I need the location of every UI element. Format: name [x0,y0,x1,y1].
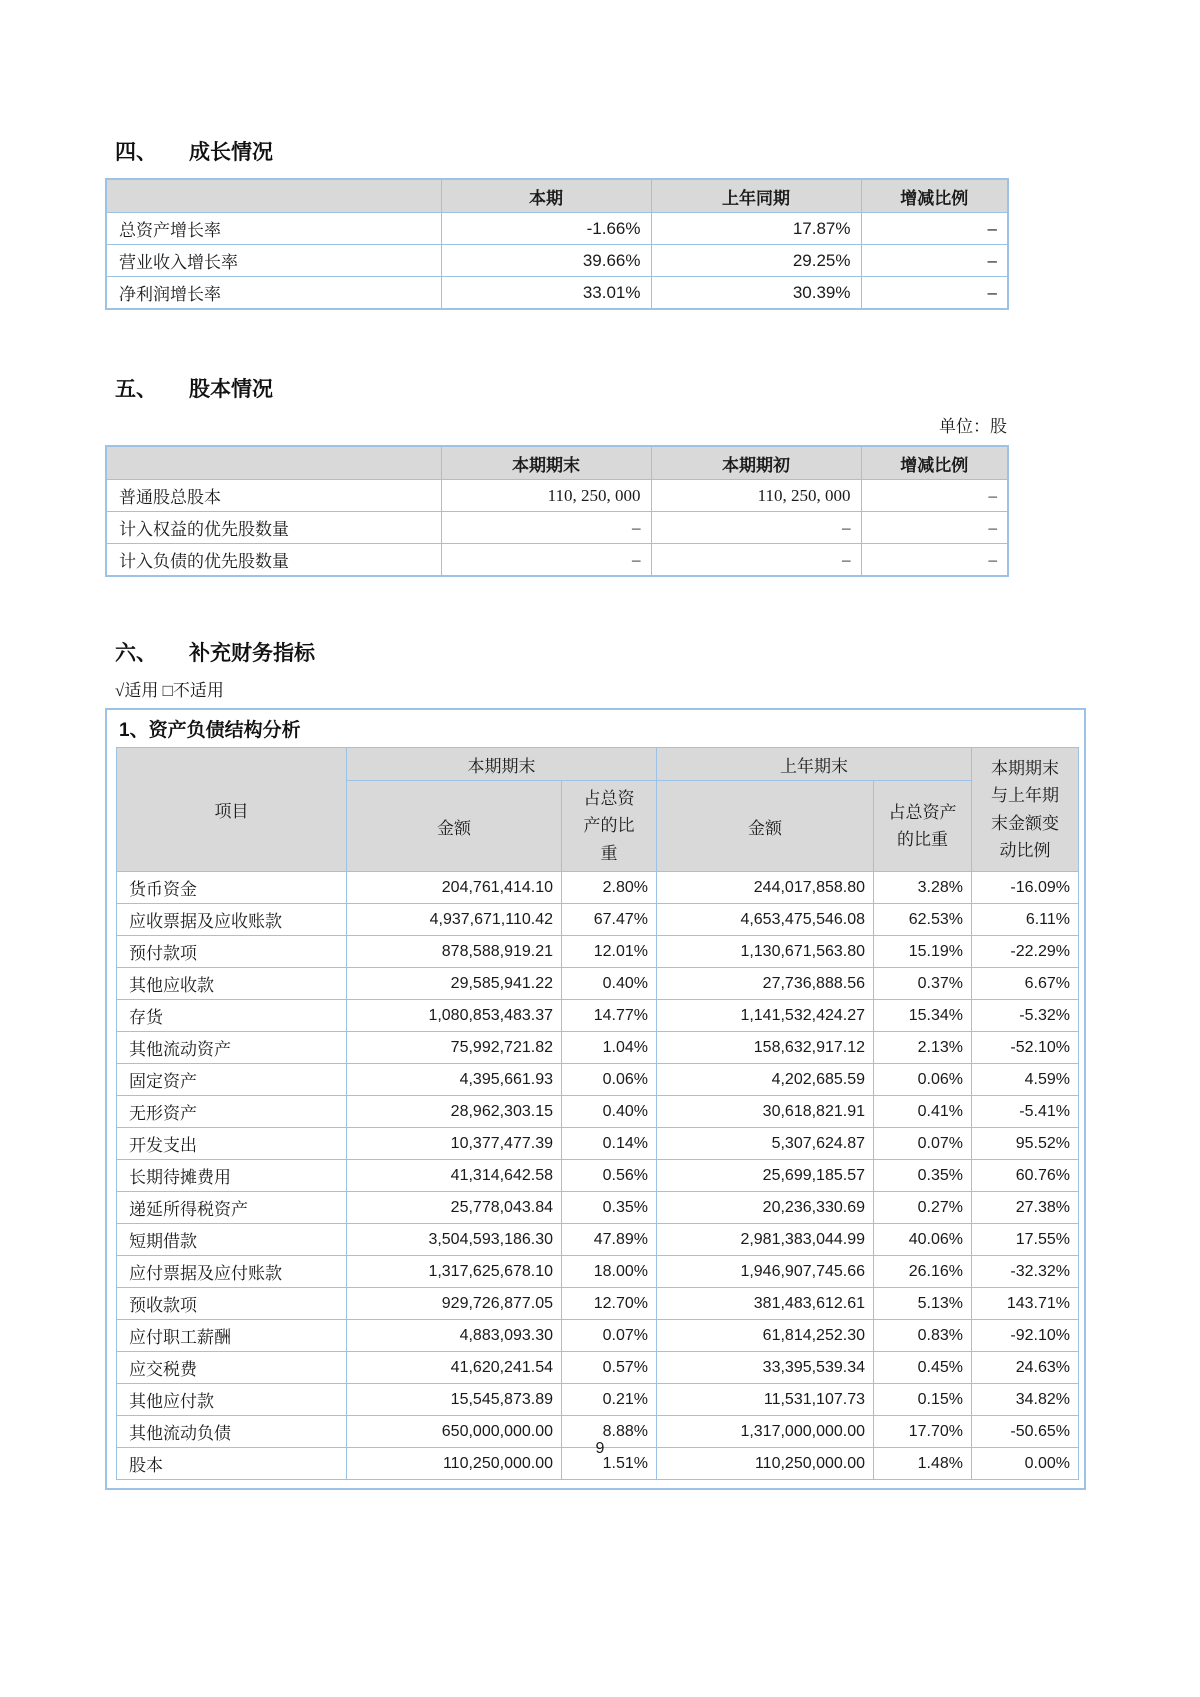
row-label: 普通股总股本 [106,480,441,512]
item-label: 货币资金 [117,872,347,904]
amount-current: 15,545,873.89 [347,1384,562,1416]
amount-prior: 381,483,612.61 [657,1288,874,1320]
col-header-period-end: 本期期末 [441,446,651,480]
amount-prior: 33,395,539.34 [657,1352,874,1384]
current-value: 33.01% [441,277,651,310]
amount-prior: 158,632,917.12 [657,1032,874,1064]
col-header-amount-current: 金额 [347,781,562,872]
amount-prior: 25,699,185.57 [657,1160,874,1192]
item-label: 递延所得税资产 [117,1192,347,1224]
ratio-prior: 0.27% [874,1192,972,1224]
ratio-prior: 0.06% [874,1064,972,1096]
subsection-title: 1、资产负债结构分析 [119,720,301,741]
change-value: – [861,544,1008,577]
ratio-current: 0.56% [562,1160,657,1192]
item-label: 其他应付款 [117,1384,347,1416]
item-label: 其他应收款 [117,968,347,1000]
item-label: 预收款项 [117,1288,347,1320]
col-header-prior-period: 上年期末 [657,748,972,781]
balance-row [117,1224,1079,1256]
ratio-prior: 3.28% [874,872,972,904]
ratio-current: 0.14% [562,1128,657,1160]
prior-value: 17.87% [651,213,861,245]
change-ratio: -32.32% [972,1256,1079,1288]
change-ratio: -5.41% [972,1096,1079,1128]
item-label: 其他流动资产 [117,1032,347,1064]
ratio-prior: 62.53% [874,904,972,936]
ratio-prior: 15.19% [874,936,972,968]
amount-current: 1,080,853,483.37 [347,1000,562,1032]
section-number: 六、 [115,642,157,665]
col-header-change-ratio: 本期期末与上年期末金额变动比例 [972,748,1079,872]
change-ratio: 95.52% [972,1128,1079,1160]
section-title: 成长情况 [189,141,273,164]
row-label: 总资产增长率 [106,213,441,245]
current-value: 39.66% [441,245,651,277]
amount-current: 1,317,625,678.10 [347,1256,562,1288]
balance-row [117,904,1079,936]
change-value: – [861,213,1008,245]
amount-prior: 61,814,252.30 [657,1320,874,1352]
table-header-row [106,446,1008,480]
section-number: 五、 [115,378,157,401]
ratio-prior: 0.35% [874,1160,972,1192]
ratio-prior: 17.70% [874,1416,972,1448]
item-label: 预付款项 [117,936,347,968]
row-label: 计入负债的优先股数量 [106,544,441,577]
ratio-prior: 0.15% [874,1384,972,1416]
change-ratio: 143.71% [972,1288,1079,1320]
amount-current: 29,585,941.22 [347,968,562,1000]
item-label: 应付职工薪酬 [117,1320,347,1352]
balance-row [117,968,1079,1000]
ratio-prior: 5.13% [874,1288,972,1320]
amount-prior: 30,618,821.91 [657,1096,874,1128]
share-capital-table [105,445,1009,577]
amount-prior: 4,653,475,546.08 [657,904,874,936]
begin-value: 110, 250, 000 [651,480,861,512]
col-header-period-begin: 本期期初 [651,446,861,480]
amount-prior: 1,317,000,000.00 [657,1416,874,1448]
item-label: 短期借款 [117,1224,347,1256]
amount-prior: 11,531,107.73 [657,1384,874,1416]
balance-row [117,1160,1079,1192]
section-4-heading [115,136,273,166]
change-ratio: -92.10% [972,1320,1079,1352]
amount-prior: 1,130,671,563.80 [657,936,874,968]
section-5-heading [115,373,273,403]
table-row [106,512,1008,544]
col-header-item: 项目 [117,748,347,872]
col-header-empty [106,179,441,213]
table-row [106,480,1008,512]
page-number: 9 [595,1440,605,1457]
item-label: 存货 [117,1000,347,1032]
balance-row [117,1000,1079,1032]
amount-current: 3,504,593,186.30 [347,1224,562,1256]
change-ratio: 27.38% [972,1192,1079,1224]
table-header-row [106,179,1008,213]
section-6-heading [115,637,315,667]
change-ratio: 17.55% [972,1224,1079,1256]
begin-value: – [651,512,861,544]
balance-row [117,1128,1079,1160]
ratio-prior: 0.07% [874,1128,972,1160]
change-ratio: -22.29% [972,936,1079,968]
ratio-prior: 0.83% [874,1320,972,1352]
balance-row [117,1320,1079,1352]
balance-analysis-box [105,708,1086,1490]
amount-prior: 1,946,907,745.66 [657,1256,874,1288]
amount-prior: 244,017,858.80 [657,872,874,904]
ratio-prior: 1.48% [874,1448,972,1480]
change-ratio: 6.67% [972,968,1079,1000]
balance-row [117,1384,1079,1416]
change-ratio: 60.76% [972,1160,1079,1192]
item-label: 其他流动负债 [117,1416,347,1448]
ratio-current: 12.01% [562,936,657,968]
growth-table [105,178,1009,310]
change-ratio: -5.32% [972,1000,1079,1032]
balance-row [117,1288,1079,1320]
ratio-current: 14.77% [562,1000,657,1032]
amount-prior: 110,250,000.00 [657,1448,874,1480]
col-header-empty [106,446,441,480]
table-row [106,245,1008,277]
section-title: 股本情况 [189,378,273,401]
end-value: – [441,544,651,577]
change-ratio: 0.00% [972,1448,1079,1480]
section-number: 四、 [115,141,157,164]
ratio-current: 0.40% [562,968,657,1000]
amount-prior: 27,736,888.56 [657,968,874,1000]
ratio-current: 0.07% [562,1320,657,1352]
amount-prior: 4,202,685.59 [657,1064,874,1096]
change-ratio: 34.82% [972,1384,1079,1416]
ratio-current: 0.57% [562,1352,657,1384]
ratio-prior: 0.37% [874,968,972,1000]
balance-row [117,1192,1079,1224]
item-label: 无形资产 [117,1096,347,1128]
ratio-current: 1.04% [562,1032,657,1064]
change-ratio: -50.65% [972,1416,1079,1448]
change-value: – [861,245,1008,277]
col-header-current: 本期 [441,179,651,213]
col-header-change: 增减比例 [861,446,1008,480]
unit-note: 单位：股 [939,417,1007,436]
amount-prior: 2,981,383,044.99 [657,1224,874,1256]
amount-current: 204,761,414.10 [347,872,562,904]
col-header-ratio-current: 占总资产的比重 [562,781,657,872]
ratio-prior: 15.34% [874,1000,972,1032]
ratio-current: 0.35% [562,1192,657,1224]
current-value: -1.66% [441,213,651,245]
change-ratio: -16.09% [972,872,1079,904]
table-header-row [117,748,1079,781]
balance-row [117,1064,1079,1096]
item-label: 固定资产 [117,1064,347,1096]
ratio-current: 0.21% [562,1384,657,1416]
change-value: – [861,512,1008,544]
ratio-prior: 26.16% [874,1256,972,1288]
ratio-current: 0.40% [562,1096,657,1128]
amount-current: 25,778,043.84 [347,1192,562,1224]
amount-current: 4,395,661.93 [347,1064,562,1096]
table-row [106,544,1008,577]
balance-structure-table [116,747,1079,1480]
item-label: 股本 [117,1448,347,1480]
amount-current: 28,962,303.15 [347,1096,562,1128]
ratio-current: 18.00% [562,1256,657,1288]
col-header-current-period: 本期期末 [347,748,657,781]
balance-row [117,872,1079,904]
balance-row [117,1032,1079,1064]
balance-row [117,1352,1079,1384]
ratio-prior: 0.41% [874,1096,972,1128]
ratio-prior: 40.06% [874,1224,972,1256]
change-ratio: 4.59% [972,1064,1079,1096]
amount-current: 878,588,919.21 [347,936,562,968]
item-label: 应收票据及应收账款 [117,904,347,936]
amount-prior: 20,236,330.69 [657,1192,874,1224]
row-label: 净利润增长率 [106,277,441,310]
end-value: 110, 250, 000 [441,480,651,512]
amount-current: 75,992,721.82 [347,1032,562,1064]
prior-value: 30.39% [651,277,861,310]
change-value: – [861,480,1008,512]
ratio-current: 12.70% [562,1288,657,1320]
amount-current: 41,620,241.54 [347,1352,562,1384]
ratio-prior: 2.13% [874,1032,972,1064]
balance-row [117,1256,1079,1288]
change-value: – [861,277,1008,310]
change-ratio: -52.10% [972,1032,1079,1064]
ratio-current: 1.51% [562,1448,657,1480]
amount-current: 4,883,093.30 [347,1320,562,1352]
amount-prior: 5,307,624.87 [657,1128,874,1160]
end-value: – [441,512,651,544]
item-label: 应交税费 [117,1352,347,1384]
item-label: 长期待摊费用 [117,1160,347,1192]
applicability-note: √适用 □不适用 [115,681,224,700]
balance-row [117,936,1079,968]
col-header-amount-prior: 金额 [657,781,874,872]
row-label: 营业收入增长率 [106,245,441,277]
col-header-ratio-prior: 占总资产的比重 [874,781,972,872]
item-label: 开发支出 [117,1128,347,1160]
section-title: 补充财务指标 [189,642,315,665]
item-label: 应付票据及应付账款 [117,1256,347,1288]
change-ratio: 6.11% [972,904,1079,936]
ratio-current: 67.47% [562,904,657,936]
amount-current: 110,250,000.00 [347,1448,562,1480]
change-ratio: 24.63% [972,1352,1079,1384]
col-header-prior: 上年同期 [651,179,861,213]
table-row [106,213,1008,245]
ratio-current: 0.06% [562,1064,657,1096]
balance-row [117,1096,1079,1128]
ratio-prior: 0.45% [874,1352,972,1384]
amount-prior: 1,141,532,424.27 [657,1000,874,1032]
col-header-change: 增减比例 [861,179,1008,213]
ratio-current: 8.88% [562,1416,657,1448]
prior-value: 29.25% [651,245,861,277]
ratio-current: 47.89% [562,1224,657,1256]
amount-current: 4,937,671,110.42 [347,904,562,936]
ratio-current: 2.80% [562,872,657,904]
amount-current: 929,726,877.05 [347,1288,562,1320]
table-row [106,277,1008,310]
begin-value: – [651,544,861,577]
amount-current: 650,000,000.00 [347,1416,562,1448]
amount-current: 10,377,477.39 [347,1128,562,1160]
amount-current: 41,314,642.58 [347,1160,562,1192]
row-label: 计入权益的优先股数量 [106,512,441,544]
